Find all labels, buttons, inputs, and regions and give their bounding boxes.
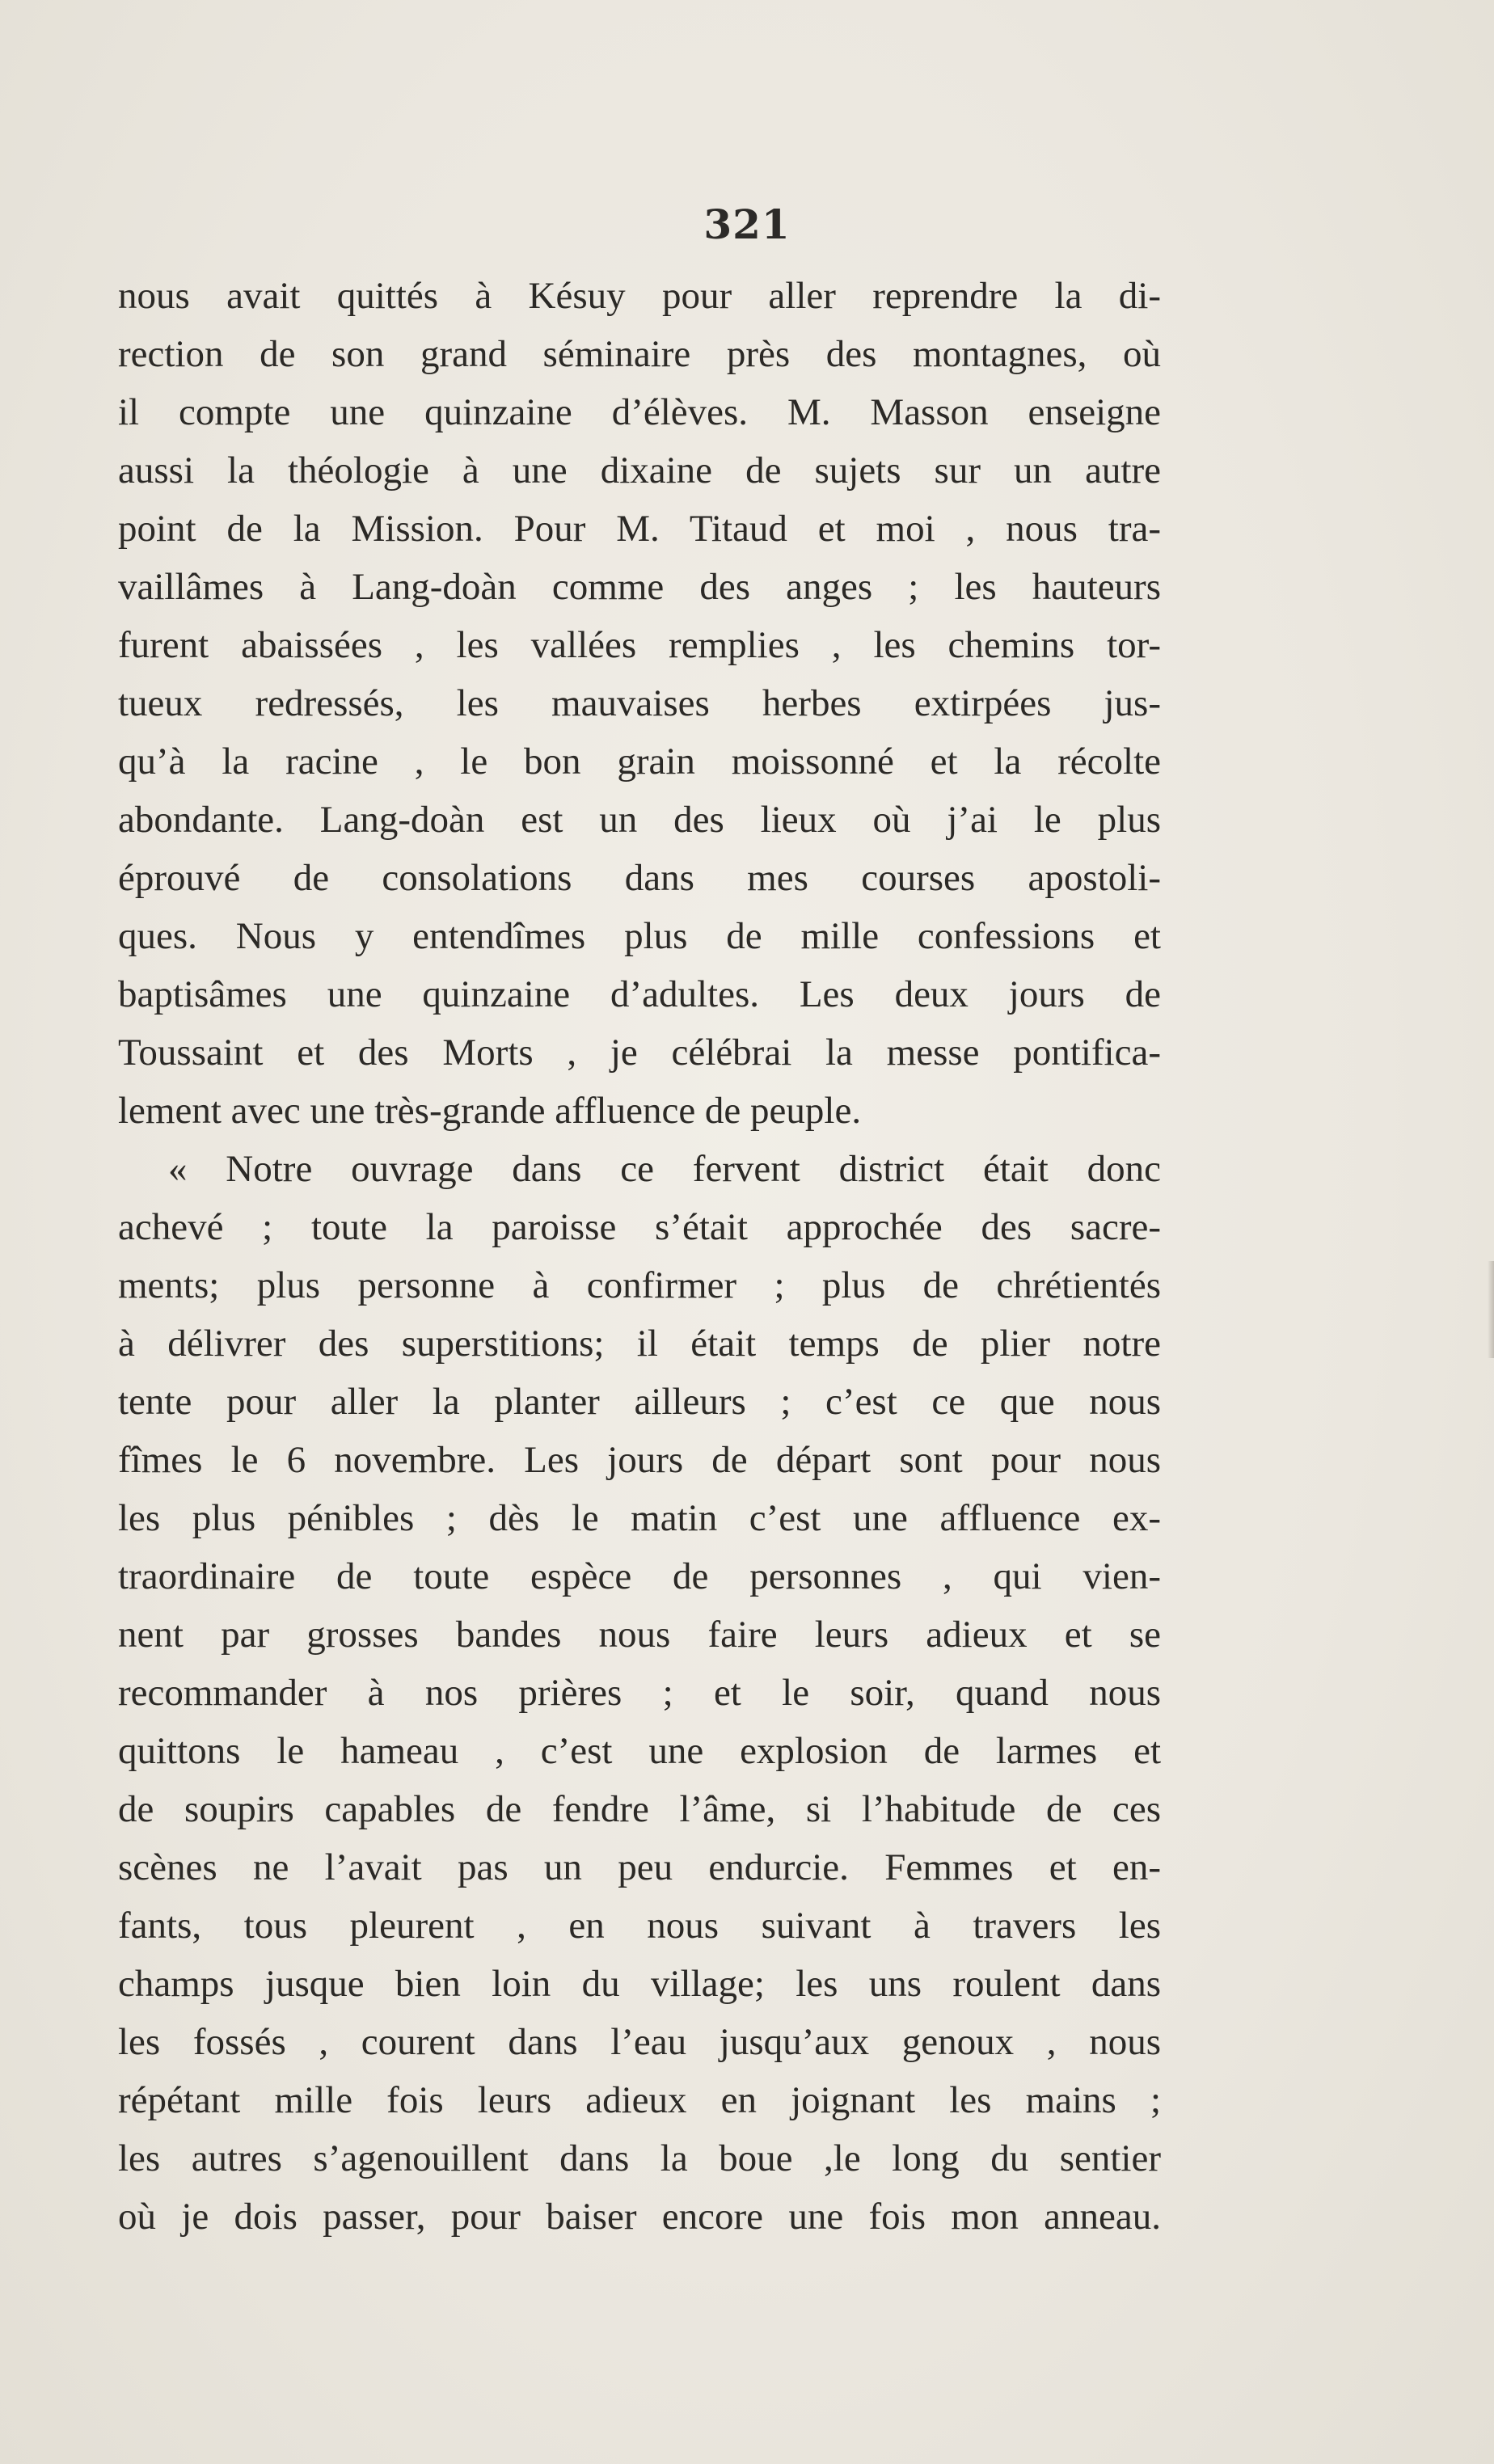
text-line: champs jusque bien loin du village; les uns roulent dans xyxy=(118,1963,1161,2005)
text-line: achevé ; toute la paroisse s’était approchée des sacre- xyxy=(118,1206,1161,1248)
text-line: aussi la théologie à une dixaine de sujets sur un autre xyxy=(118,449,1161,492)
text-line: fants, tous pleurent , en nous suivant à travers les xyxy=(118,1905,1161,1947)
text-line: ments; plus personne à confirmer ; plus de chrétientés xyxy=(118,1264,1161,1306)
text-line: traordinaire de toute espèce de personnes , qui vien- xyxy=(118,1555,1161,1597)
text-line: de soupirs capables de fendre l’âme, si l’habitude de ces xyxy=(118,1788,1161,1830)
text-line: scènes ne l’avait pas un peu endurcie. Femmes et en- xyxy=(118,1846,1161,1888)
body-text xyxy=(118,267,1161,2246)
text-line: « Notre ouvrage dans ce fervent district était donc xyxy=(168,1148,1161,1190)
text-line: baptisâmes une quinzaine d’adultes. Les deux jours de xyxy=(118,973,1161,1015)
text-line: furent abaissées , les vallées remplies , les chemins tor- xyxy=(118,624,1161,666)
text-line: tueux redressés, les mauvaises herbes extirpées jus- xyxy=(118,682,1161,724)
text-line: où je dois passer, pour baiser encore une fois mon anneau. xyxy=(118,2196,1161,2238)
text-line: les autres s’agenouillent dans la boue ,le long du sentier xyxy=(118,2137,1161,2179)
text-line: rection de son grand séminaire près des montagnes, où xyxy=(118,333,1161,375)
page-edge-shadow xyxy=(1488,1261,1494,1358)
text-line: répétant mille fois leurs adieux en joignant les mains ; xyxy=(118,2079,1161,2121)
text-line: fîmes le 6 novembre. Les jours de départ sont pour nous xyxy=(118,1439,1161,1481)
text-line: vaillâmes à Lang-doàn comme des anges ; les hauteurs xyxy=(118,566,1161,608)
text-line: abondante. Lang-doàn est un des lieux où j’ai le plus xyxy=(118,799,1161,841)
text-line: quittons le hameau , c’est une explosion de larmes et xyxy=(118,1730,1161,1772)
text-line: tente pour aller la planter ailleurs ; c’est ce que nous xyxy=(118,1381,1161,1423)
text-line: nent par grosses bandes nous faire leurs adieux et se xyxy=(118,1614,1161,1656)
text-line: nous avait quittés à Késuy pour aller reprendre la di- xyxy=(118,275,1161,317)
text-line: ques. Nous y entendîmes plus de mille confessions et xyxy=(118,915,1161,957)
text-line: à délivrer des superstitions; il était temps de plier notre xyxy=(118,1323,1161,1365)
text-line: éprouvé de consolations dans mes courses apostoli- xyxy=(118,857,1161,899)
text-line: il compte une quinzaine d’élèves. M. Masson enseigne xyxy=(118,391,1161,433)
text-line: les plus pénibles ; dès le matin c’est une affluence ex- xyxy=(118,1497,1161,1539)
text-line: lement avec une très-grande affluence de peuple. xyxy=(118,1090,862,1132)
text-line: qu’à la racine , le bon grain moissonné et la récolte xyxy=(118,740,1161,783)
page-number: 321 xyxy=(703,200,791,248)
text-line: les fossés , courent dans l’eau jusqu’aux genoux , nous xyxy=(118,2021,1161,2063)
text-line: Toussaint et des Morts , je célébrai la messe pontifica- xyxy=(118,1032,1161,1074)
text-line: recommander à nos prières ; et le soir, quand nous xyxy=(118,1672,1161,1714)
text-line: point de la Mission. Pour M. Titaud et moi , nous tra- xyxy=(118,508,1161,550)
